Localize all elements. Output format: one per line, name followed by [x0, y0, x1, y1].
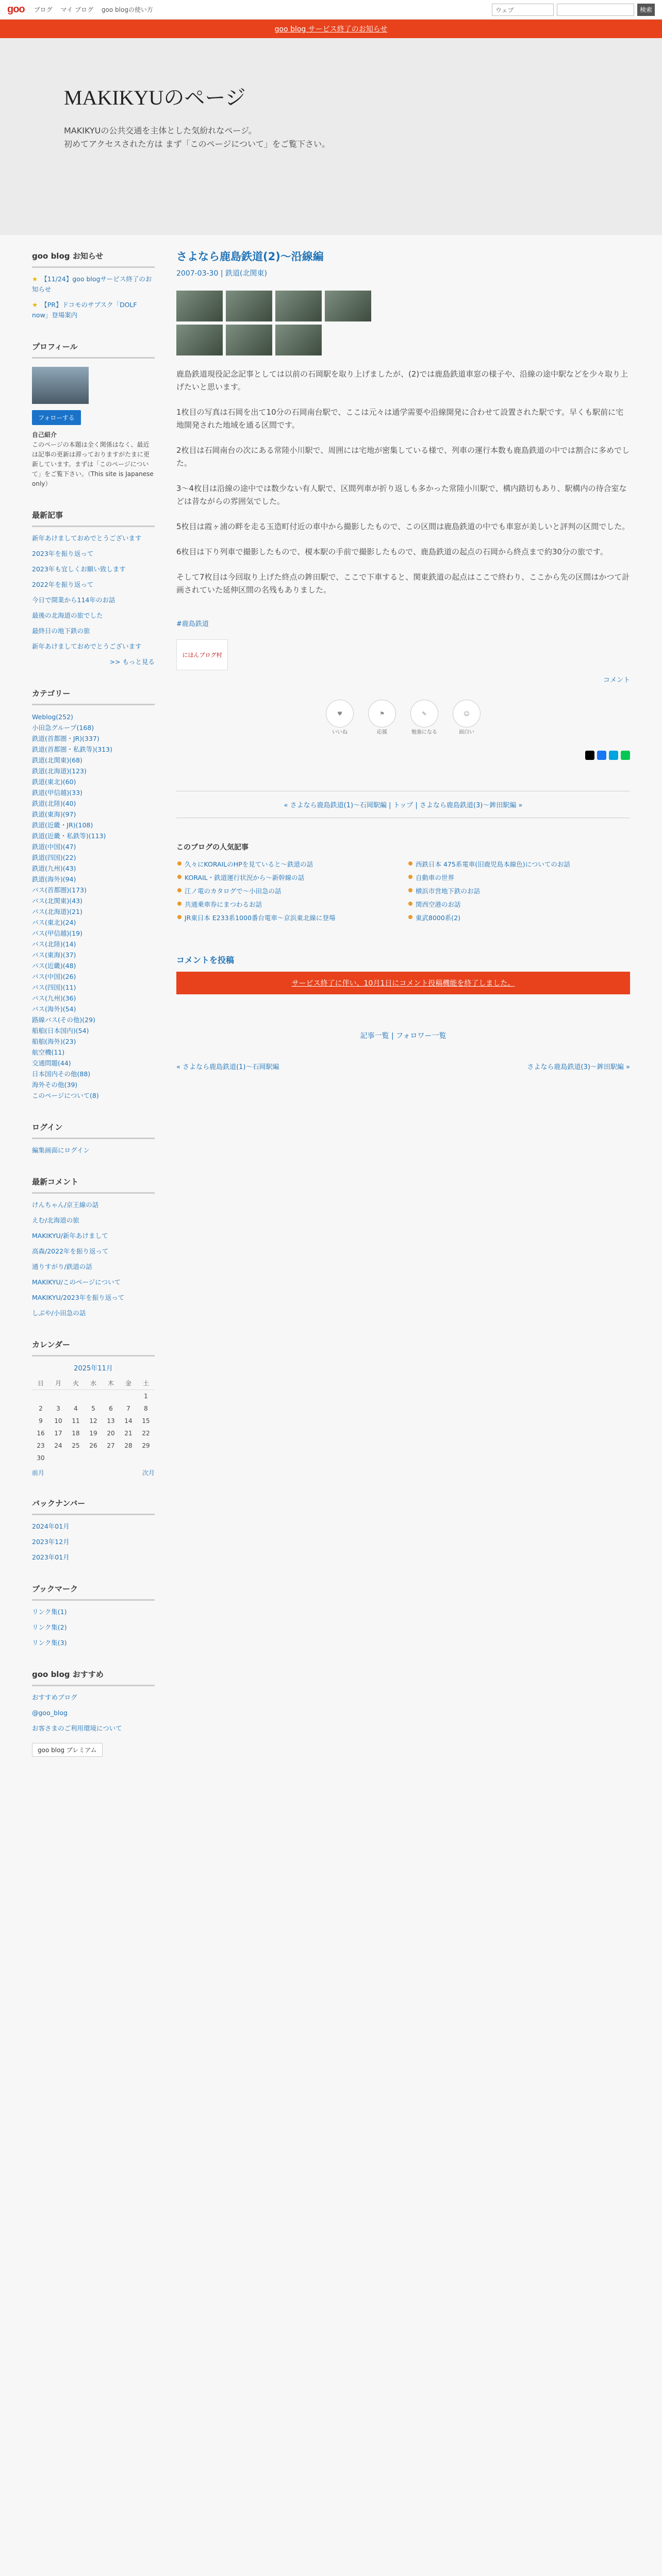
calendar-day — [49, 1452, 67, 1464]
category-item[interactable]: 鉄道(北陸)(40) — [32, 800, 76, 807]
calendar-day: 10 — [54, 1417, 62, 1425]
login-link[interactable]: 編集画面にログイン — [32, 1146, 90, 1154]
comment-link[interactable]: コメント — [603, 676, 630, 684]
calendar-day: 12 — [89, 1417, 97, 1425]
photo-thumbnail[interactable] — [275, 325, 322, 355]
calendar-title[interactable]: 2025年11月 — [74, 1365, 113, 1372]
calendar-day: 18 — [72, 1430, 80, 1437]
calendar-day: 17 — [54, 1430, 62, 1437]
heart-icon: ♥ — [326, 700, 354, 727]
search-scope-select[interactable]: ウェブ — [492, 4, 554, 16]
category-item[interactable]: バス(首都圏)(173) — [32, 886, 87, 894]
prev-next-nav — [176, 1061, 630, 1071]
calendar-day — [32, 1390, 49, 1403]
calendar-weekday: 月 — [49, 1377, 67, 1390]
category-item[interactable]: 鉄道(北関東)(68) — [32, 756, 82, 764]
popular-item[interactable]: 西鉄日本 475系電車(旧鹿児島本線色)についてのお話 — [407, 859, 630, 869]
calendar-day: 14 — [124, 1417, 133, 1425]
category-heading: カテゴリー — [32, 688, 155, 705]
calendar-day: 20 — [107, 1430, 115, 1437]
category-item[interactable]: 船舶(日本国内)(54) — [32, 1027, 89, 1035]
top-link[interactable]: マイ ブログ — [60, 6, 94, 13]
goo-item[interactable]: @goo_blog — [32, 1709, 68, 1717]
calendar-day: 3 — [56, 1405, 60, 1412]
calendar-day: 7 — [126, 1405, 130, 1412]
category-item[interactable]: バス(北陸)(14) — [32, 940, 76, 948]
notice-item[interactable] — [32, 274, 155, 295]
footer-nav[interactable]: 記事一覧 | フォロワー一覧 — [360, 1032, 446, 1040]
post-body — [176, 368, 630, 597]
calendar-prev-link[interactable]: 前月 — [32, 1469, 45, 1477]
calendar-weekday: 火 — [67, 1377, 85, 1390]
category-item[interactable]: バス(海外)(54) — [32, 1005, 76, 1013]
calendar-day — [49, 1390, 67, 1403]
recent-item[interactable]: 2023年も宜しくお願い致します — [32, 565, 126, 573]
calendar-weekday: 金 — [120, 1377, 137, 1390]
calendar-day — [137, 1452, 155, 1464]
reaction-cheer[interactable] — [368, 700, 396, 735]
goo-item[interactable]: おすすめブログ — [32, 1693, 77, 1701]
comment-closed-bar[interactable] — [176, 972, 630, 994]
category-item[interactable]: 鉄道(近畿・JR)(108) — [32, 821, 93, 829]
category-item[interactable]: Weblog(252) — [32, 713, 73, 721]
calendar-heading: カレンダー — [32, 1339, 155, 1357]
hatena-share-icon[interactable] — [609, 751, 618, 760]
popular-item[interactable]: 江ノ電のカタログで〜小田急の話 — [176, 886, 399, 896]
category-item[interactable]: バス(北海道)(21) — [32, 908, 82, 916]
profile-label: 自己紹介 — [32, 431, 57, 438]
recent-heading: 最新記事 — [32, 510, 155, 527]
calendar-next-link[interactable]: 次月 — [142, 1469, 155, 1477]
comment-item[interactable]: えむ/北海道の旅 — [32, 1216, 79, 1224]
calendar-day: 29 — [142, 1442, 150, 1449]
category-item[interactable]: 鉄道(九州)(43) — [32, 865, 76, 872]
profile-heading: プロフィール — [32, 341, 155, 359]
calendar-weekday: 土 — [137, 1377, 155, 1390]
recent-item[interactable]: 最終日の地下鉄の旅 — [32, 627, 90, 635]
category-item[interactable]: 鉄道(四国)(22) — [32, 854, 76, 861]
category-list — [32, 711, 155, 1101]
post-paragraph: 5枚目は霞ヶ浦の畔を走る玉造町付近の車中から撮影したもので、この区間は鹿島鉄道の中でも車窓が美しいと評判の区間でした。 — [176, 522, 630, 531]
category-item[interactable]: 小田急グループ(168) — [32, 724, 94, 732]
calendar-day — [67, 1452, 85, 1464]
bookmark-heading: ブックマーク — [32, 1583, 155, 1601]
calendar-day: 19 — [89, 1430, 97, 1437]
backnumber-heading: バックナンバー — [32, 1498, 155, 1515]
blog-description: MAKIKYUの公共交通を主体とした気紛れなページ。 初めてアクセスされた方は まず「このページについて」をご覧下さい。 — [64, 126, 330, 149]
bookmark-item[interactable]: リンク集(1) — [32, 1608, 67, 1616]
category-item[interactable]: 鉄道(首都圏・私鉄等)(313) — [32, 745, 112, 753]
search-input[interactable] — [557, 4, 634, 16]
profile-image — [32, 367, 89, 404]
flag-icon: ⚑ — [368, 700, 396, 727]
category-item[interactable]: バス(東海)(37) — [32, 951, 76, 959]
calendar-day — [102, 1452, 120, 1464]
reaction-label: 応援 — [377, 730, 387, 735]
calendar-day: 15 — [142, 1417, 150, 1425]
search-button[interactable]: 検索 — [637, 4, 655, 16]
blog-header — [0, 38, 662, 235]
share-buttons — [176, 751, 630, 760]
calendar-day — [120, 1390, 137, 1403]
comment-list — [32, 1200, 155, 1318]
top-links — [34, 5, 159, 14]
star-icon: ★ — [32, 301, 38, 309]
popular-heading: このブログの人気記事 — [176, 843, 249, 852]
reaction-like[interactable] — [326, 700, 354, 735]
calendar-day: 8 — [144, 1405, 148, 1412]
post-paragraph: 1枚目の写真は石岡を出て10分の石岡南台駅で、ここは元々は通学需要や沿線開発に合わせて設置された駅です。早くも駅前に宅地開発された地域を通る区間です。 — [176, 408, 624, 430]
backnumber-item[interactable]: 2023年12月 — [32, 1538, 70, 1546]
facebook-share-icon[interactable] — [597, 751, 606, 760]
comment-item[interactable]: MAKIKYU/このページについて — [32, 1278, 121, 1286]
calendar-day: 25 — [72, 1442, 80, 1449]
prev-post-link[interactable]: « さよなら鹿島鉄道(1)〜石岡駅編 — [176, 1063, 279, 1071]
content-wrap — [0, 235, 662, 1757]
recent-item[interactable]: 新年あけましておめでとうございます — [32, 534, 142, 542]
comments-heading: 最新コメント — [32, 1176, 155, 1194]
service-end-alert[interactable] — [0, 20, 662, 38]
calendar-day — [102, 1390, 120, 1403]
post-date[interactable]: 2007-03-30 | 鉄道(北関東) — [176, 269, 267, 278]
comment-item[interactable]: MAKIKYU/2023年を振り返って — [32, 1294, 125, 1301]
calendar-day: 2 — [39, 1405, 43, 1412]
category-item[interactable]: 鉄道(海外)(94) — [32, 875, 76, 883]
comment-item[interactable]: 通りすがり/鉄道の話 — [32, 1263, 92, 1270]
category-item[interactable]: バス(中国)(26) — [32, 973, 76, 980]
popular-item[interactable]: 自動車の世界 — [407, 873, 630, 883]
photo-thumbnail[interactable] — [226, 325, 272, 355]
popular-list — [176, 859, 630, 923]
notice-item[interactable] — [32, 300, 155, 320]
reaction-buttons — [176, 700, 630, 735]
calendar-day: 5 — [91, 1405, 95, 1412]
popular-item[interactable]: 東武8000系(2) — [407, 913, 630, 923]
calendar-day: 24 — [54, 1442, 62, 1449]
top-bar — [0, 0, 662, 20]
comment-item[interactable]: 高森/2022年を振り返って — [32, 1247, 109, 1255]
calendar-table — [32, 1377, 155, 1464]
bookmark-item[interactable]: リンク集(2) — [32, 1623, 67, 1631]
photo-gallery — [176, 291, 393, 355]
backnumber-item[interactable]: 2024年01月 — [32, 1522, 70, 1530]
blog-title[interactable]: MAKIKYUのページ — [64, 86, 246, 109]
x-share-icon[interactable] — [585, 751, 594, 760]
login-heading: ログイン — [32, 1122, 155, 1139]
category-item[interactable]: 鉄道(東北)(60) — [32, 778, 76, 786]
popular-item[interactable]: 久々にKORAILのHPを見ていると〜鉄道の話 — [176, 859, 399, 869]
calendar-weekday: 日 — [32, 1377, 49, 1390]
calendar-day: 22 — [142, 1430, 150, 1437]
photo-thumbnail[interactable] — [325, 291, 371, 321]
calendar-day: 16 — [37, 1430, 45, 1437]
calendar-day: 21 — [124, 1430, 133, 1437]
popular-item[interactable]: 横浜市営地下鉄のお話 — [407, 886, 630, 896]
follow-button[interactable]: フォローする — [32, 410, 81, 425]
goo-footer-badge[interactable]: goo blog プレミアム — [32, 1743, 103, 1757]
calendar-weekday: 木 — [102, 1377, 120, 1390]
category-item[interactable]: 鉄道(中国)(47) — [32, 843, 76, 851]
goo-logo[interactable]: goo — [7, 4, 25, 15]
post-paragraph: 3〜4枚目は沿線の途中では数少ない有人駅で、区間列車が折り返しも多かった常陸小川駅で、構内踏切もあり、駅構内の待合室などは昔ながらの雰囲気でした。 — [176, 484, 627, 506]
category-item[interactable]: バス(東北)(24) — [32, 919, 76, 926]
recent-item[interactable]: 今日で開業から114年のお話 — [32, 596, 115, 604]
calendar-day: 26 — [89, 1442, 97, 1449]
calendar-day: 4 — [74, 1405, 78, 1412]
category-item[interactable]: 鉄道(甲信越)(33) — [32, 789, 82, 796]
calendar-day — [120, 1452, 137, 1464]
reaction-fun[interactable] — [453, 700, 481, 735]
calendar-day: 9 — [39, 1417, 43, 1425]
calendar-day — [67, 1390, 85, 1403]
popular-item[interactable]: 関西空港のお話 — [407, 900, 630, 909]
category-item[interactable]: 路線バス(その他)(29) — [32, 1016, 95, 1024]
reaction-learn[interactable] — [410, 700, 438, 735]
top-search — [492, 4, 655, 16]
category-item[interactable]: 船舶(海外)(23) — [32, 1038, 76, 1045]
notice-heading: goo blog お知らせ — [32, 250, 155, 268]
post-paragraph: 6枚目は下り列車で撮影したもので、榎本駅の手前で撮影したもので、鹿島鉄道の起点の石岡から終点まで約30分の旅です。 — [176, 547, 608, 556]
comment-item[interactable]: MAKIKYU/新年あけまして — [32, 1232, 108, 1240]
top-link[interactable]: ブログ — [34, 6, 53, 13]
book-icon: ✎ — [410, 700, 438, 727]
next-post-link[interactable]: さよなら鹿島鉄道(3)〜鉾田駅編 » — [527, 1063, 630, 1071]
category-item[interactable]: バス(近畿)(48) — [32, 962, 76, 970]
calendar-day: 6 — [109, 1405, 113, 1412]
star-icon: ★ — [32, 275, 38, 283]
category-item[interactable]: バス(九州)(36) — [32, 994, 76, 1002]
post-nav[interactable]: « さよなら鹿島鉄道(1)〜石岡駅編 | トップ | さよなら鹿島鉄道(3)〜鉾田駅編 » — [176, 791, 630, 818]
main-content — [176, 235, 630, 1757]
backnumber-item[interactable]: 2023年01月 — [32, 1553, 70, 1561]
category-item[interactable]: 航空機(11) — [32, 1048, 65, 1056]
category-item[interactable]: 鉄道(首都圏・JR)(337) — [32, 735, 100, 742]
recent-item[interactable]: 2023年を振り返って — [32, 550, 94, 557]
comment-item[interactable]: けんちゃん/京王線の話 — [32, 1201, 99, 1209]
category-item[interactable]: 鉄道(東海)(97) — [32, 810, 76, 818]
recent-item[interactable]: 最後の北海道の旅でした — [32, 612, 103, 619]
popular-item[interactable]: JR東日本 E233系1000番台電車〜京浜東北線に登場 — [176, 913, 399, 923]
recent-item[interactable]: 2022年を振り返って — [32, 581, 94, 588]
ranking-banner[interactable]: にほんブログ村 — [176, 639, 228, 670]
goo-heading: goo blog おすすめ — [32, 1669, 155, 1686]
calendar-day: 28 — [124, 1442, 133, 1449]
photo-thumbnail[interactable] — [176, 325, 223, 355]
notice-label[interactable]: 【PR】ドコモのサブスク「DOLF now」登場案内 — [32, 301, 137, 319]
comment-closed-text[interactable]: サービス終了に伴い、10月1日にコメント投稿機能を終了しました。 — [291, 979, 515, 988]
comment-post-heading: コメントを投稿 — [176, 955, 235, 965]
category-item[interactable]: このページについて(8) — [32, 1092, 99, 1099]
calendar-weekday: 水 — [85, 1377, 102, 1390]
photo-thumbnail[interactable] — [176, 291, 223, 321]
popular-item[interactable]: 共通乗車券にまつわるお話 — [176, 900, 399, 909]
category-item[interactable]: バス(甲信越)(19) — [32, 929, 82, 937]
alert-text[interactable]: goo blog サービス終了のお知らせ — [274, 25, 388, 33]
calendar-day: 23 — [37, 1442, 45, 1449]
goo-item[interactable]: お客さまのご利用環境について — [32, 1724, 122, 1732]
calendar-day: 27 — [107, 1442, 115, 1449]
top-link[interactable]: goo blogの使い方 — [101, 6, 153, 13]
popular-item[interactable]: KORAIL・鉄道運行状況から〜新幹線の話 — [176, 873, 399, 883]
sidebar — [32, 235, 155, 1757]
profile-text: このページの本題は全く関係はなく、最近は記事の更新は滞っておりますがたまに更新しています。まずは「このページについて」をご覧下さい。（This site is Japanese only） — [32, 441, 154, 487]
reaction-label: 勉強になる — [411, 730, 437, 735]
photo-thumbnail[interactable] — [226, 291, 272, 321]
calendar-day: 1 — [144, 1393, 148, 1400]
smile-icon: ☺ — [453, 700, 481, 727]
category-item[interactable]: バス(四国)(11) — [32, 984, 76, 991]
category-item[interactable]: 鉄道(近畿・私鉄等)(113) — [32, 832, 106, 840]
photo-thumbnail[interactable] — [275, 291, 322, 321]
post-title[interactable]: さよなら鹿島鉄道(2)〜沿線編 — [176, 250, 324, 263]
post-tag[interactable]: #鹿島鉄道 — [176, 620, 209, 628]
recent-item[interactable]: 新年あけましておめでとうございます — [32, 642, 142, 650]
calendar-day — [85, 1452, 102, 1464]
category-item[interactable]: 海外その他(39) — [32, 1081, 78, 1089]
bookmark-item[interactable]: リンク集(3) — [32, 1639, 67, 1647]
recent-more-link[interactable]: >> もっと見る — [109, 658, 155, 666]
category-item[interactable]: 交通問題(44) — [32, 1059, 71, 1067]
calendar-day: 30 — [37, 1454, 45, 1462]
category-item[interactable]: バス(北関東)(43) — [32, 897, 82, 905]
comment-item[interactable]: しぶや/小田急の話 — [32, 1309, 86, 1317]
category-item[interactable]: 日本国内その他(88) — [32, 1070, 91, 1078]
post-paragraph: 2枚目は石岡南台の次にある常陸小川駅で、周囲には宅地が密集している様で、列車の運行本数も鹿島鉄道の中では割合に多めでした。 — [176, 446, 630, 468]
category-item[interactable]: 鉄道(北海道)(123) — [32, 767, 87, 775]
post-paragraph: 鹿島鉄道現役記念記事としては以前の石岡駅を取り上げましたが、(2)では鹿島鉄道車窓の様子や、沿線の途中駅などを少々取り上げたいと思います。 — [176, 369, 628, 392]
notice-label[interactable]: 【11/24】goo blogサービス終了のお知らせ — [32, 275, 152, 293]
calendar-day: 11 — [72, 1417, 80, 1425]
calendar-day — [85, 1390, 102, 1403]
post-paragraph: そして7枚目は今回取り上げた終点の鉾田駅で、ここで下車すると、関東鉄道の起点はここで終わり、ここから先の区間はかつて計画されていた延伸区間の名残もありました。 — [176, 572, 630, 595]
reaction-label: いいね — [332, 730, 347, 735]
calendar-day: 13 — [107, 1417, 115, 1425]
line-share-icon[interactable] — [621, 751, 630, 760]
reaction-label: 面白い — [459, 730, 474, 735]
